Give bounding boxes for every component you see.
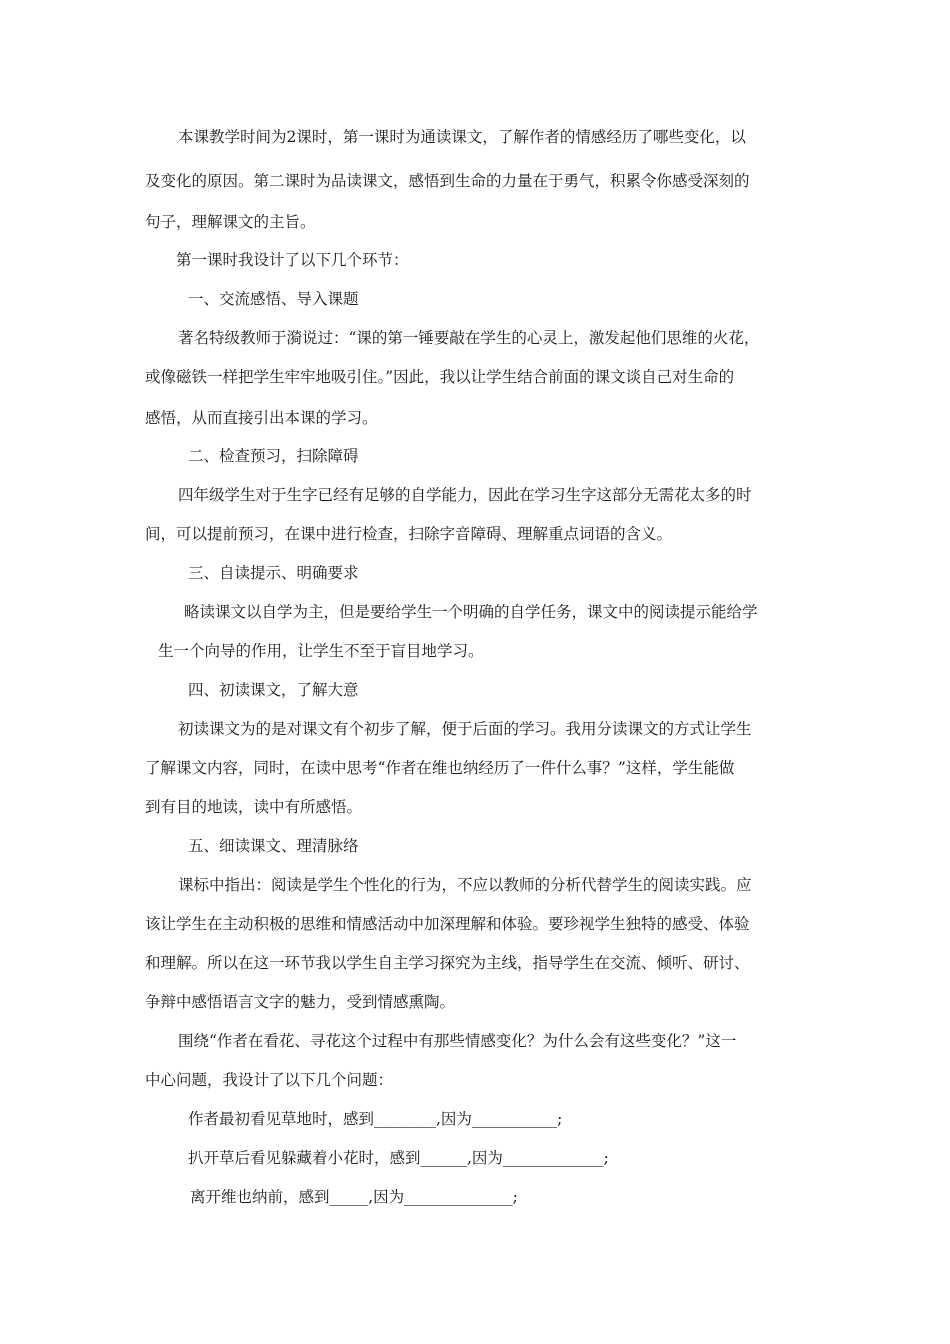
- section-heading: 二、检查预习，扫除障碍: [188, 447, 359, 465]
- section-heading: 五、细读课文、理清脉络: [188, 837, 359, 855]
- paragraph-line: 略读课文以自学为主，但是要给学生一个明确的自学任务，课文中的阅读提示能给学: [184, 603, 758, 621]
- paragraph-line: 或像磁铁一样把学生牢牢地吸引住。”因此，我以让学生结合前面的课文谈自己对生命的: [145, 368, 735, 386]
- paragraph-line: 四年级学生对于生字已经有足够的自学能力，因此在学习生字这部分无需花太多的时: [178, 486, 752, 504]
- section-heading: 三、自读提示、明确要求: [188, 564, 359, 582]
- question-line: 作者最初看见草地时，感到________,因为___________;: [188, 1110, 563, 1128]
- paragraph-line: 争辩中感悟语言文字的魅力，受到情感熏陶。: [145, 993, 456, 1011]
- paragraph-line: 本课教学时间为2课时，第一课时为通读课文，了解作者的情感经历了哪些变化，以: [178, 128, 746, 146]
- section-heading: 一、交流感悟、导入课题: [188, 290, 359, 308]
- paragraph-line: 第一课时我设计了以下几个环节：: [176, 251, 409, 269]
- section-heading: 四、初读课文，了解大意: [188, 681, 359, 699]
- paragraph-line: 到有目的地读，读中有所感悟。: [145, 798, 363, 816]
- paragraph-line: 和理解。所以在这一环节我以学生自主学习探究为主线，指导学生在交流、倾听、研讨、: [145, 954, 750, 972]
- paragraph-line: 著名特级教师于漪说过：“课的第一锤要敲在学生的心灵上，激发起他们思维的火花，: [178, 329, 760, 347]
- paragraph-line: 生一个向导的作用，让学生不至于盲目地学习。: [158, 642, 484, 660]
- paragraph-line: 间，可以提前预习，在课中进行检查，扫除字音障碍、理解重点词语的含义。: [145, 525, 673, 543]
- paragraph-line: 课标中指出：阅读是学生个性化的行为，不应以教师的分析代替学生的阅读实践。应: [178, 876, 752, 894]
- paragraph-line: 句子，理解课文的主旨。: [145, 213, 316, 231]
- paragraph-line: 初读课文为的是对课文有个初步了解，便于后面的学习。我用分读课文的方式让学生: [178, 720, 752, 738]
- paragraph-line: 该让学生在主动积极的思维和情感活动中加深理解和体验。要珍视学生独特的感受、体验: [145, 915, 750, 933]
- paragraph-line: 围绕“作者在看花、寻花这个过程中有那些情感变化？为什么会有这些变化？”这一: [178, 1032, 737, 1050]
- question-line: 扒开草后看见躲藏着小花时，感到______,因为_____________;: [188, 1149, 609, 1167]
- paragraph-line: 感悟，从而直接引出本课的学习。: [145, 409, 378, 427]
- question-line: 离开维也纳前，感到_____,因为______________;: [190, 1188, 518, 1206]
- paragraph-line: 及变化的原因。第二课时为品读课文，感悟到生命的力量在于勇气，积累令你感受深刻的: [145, 172, 750, 190]
- paragraph-line: 了解课文内容，同时，在读中思考“作者在维也纳经历了一件什么事？”这样，学生能做: [145, 759, 735, 777]
- paragraph-line: 中心问题，我设计了以下几个问题：: [145, 1071, 394, 1089]
